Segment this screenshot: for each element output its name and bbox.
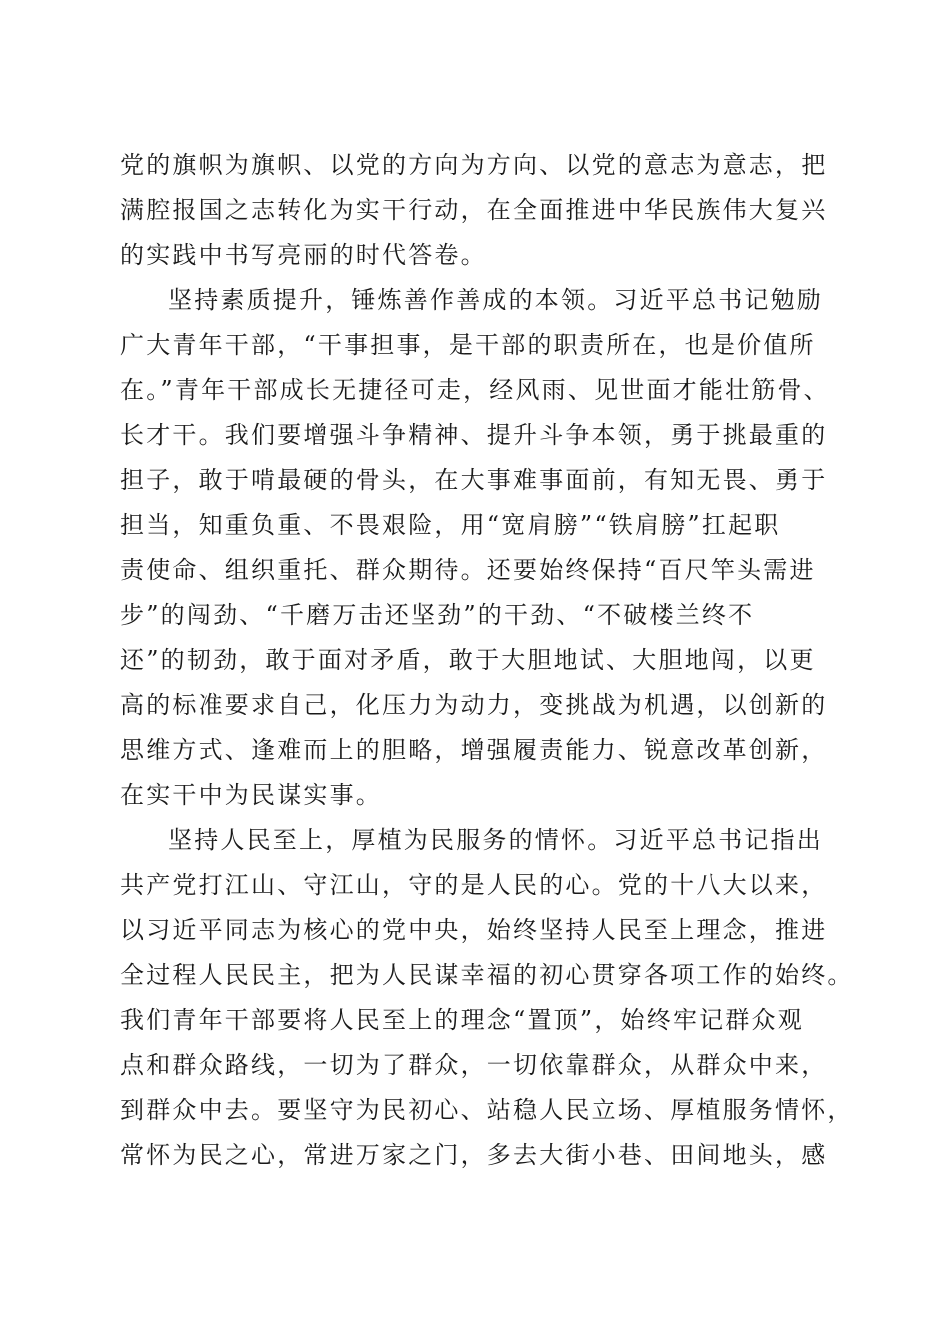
- text-line: 以习近平同志为核心的党中央，始终坚持人民至上理念，推进: [120, 916, 828, 944]
- text-line: 担当，知重负重、不畏艰险，用“宽肩膀”“铁肩膀”扛起职: [120, 511, 781, 539]
- text-line: 点和群众路线，一切为了群众，一切依靠群众，从群众中来，: [120, 1051, 828, 1079]
- text-line: 思维方式、逢难而上的胆略，增强履责能力、锐意改革创新，: [120, 736, 828, 764]
- text-line: 在实干中为民谋实事。: [120, 781, 382, 809]
- text-line: 党的旗帜为旗帜、以党的方向为方向、以党的意志为意志，把: [120, 151, 828, 179]
- text-line: 责使命、组织重托、群众期待。还要始终保持“百尺竿头需进: [120, 556, 816, 584]
- text-line: 广大青年干部，“干事担事，是干部的职责所在，也是价值所: [120, 331, 816, 359]
- text-line: 在。”青年干部成长无捷径可走，经风雨、见世面才能壮筋骨、: [120, 376, 830, 404]
- text-line: 我们青年干部要将人民至上的理念“置顶”，始终牢记群众观: [120, 1006, 804, 1034]
- text-line: 常怀为民之心，常进万家之门，多去大街小巷、田间地头，感: [120, 1141, 828, 1169]
- text-line: 长才干。我们要增强斗争精神、提升斗争本领，勇于挑最重的: [120, 421, 828, 449]
- paragraph-start-line: 坚持人民至上，厚植为民服务的情怀。习近平总书记指出: [168, 826, 823, 854]
- text-line: 到群众中去。要坚守为民初心、站稳人民立场、厚植服务情怀，: [120, 1096, 854, 1124]
- text-line: 全过程人民民主，把为人民谋幸福的初心贯穿各项工作的始终。: [120, 961, 854, 989]
- text-line: 的实践中书写亮丽的时代答卷。: [120, 241, 487, 269]
- text-line: 担子，敢于啃最硬的骨头，在大事难事面前，有知无畏、勇于: [120, 466, 828, 494]
- text-line: 步”的闯劲、“千磨万击还坚劲”的干劲、“不破楼兰终不: [120, 601, 755, 629]
- body-text: [120, 143, 854, 1178]
- text-line: 高的标准要求自己，化压力为动力，变挑战为机遇，以创新的: [120, 691, 828, 719]
- text-line: 还”的韧劲，敢于面对矛盾，敢于大胆地试、大胆地闯，以更: [120, 646, 816, 674]
- paragraph-start-line: 坚持素质提升，锤炼善作善成的本领。习近平总书记勉励: [168, 286, 823, 314]
- text-line: 共产党打江山、守江山，守的是人民的心。党的十八大以来，: [120, 871, 828, 899]
- text-line: 满腔报国之志转化为实干行动，在全面推进中华民族伟大复兴: [120, 196, 828, 224]
